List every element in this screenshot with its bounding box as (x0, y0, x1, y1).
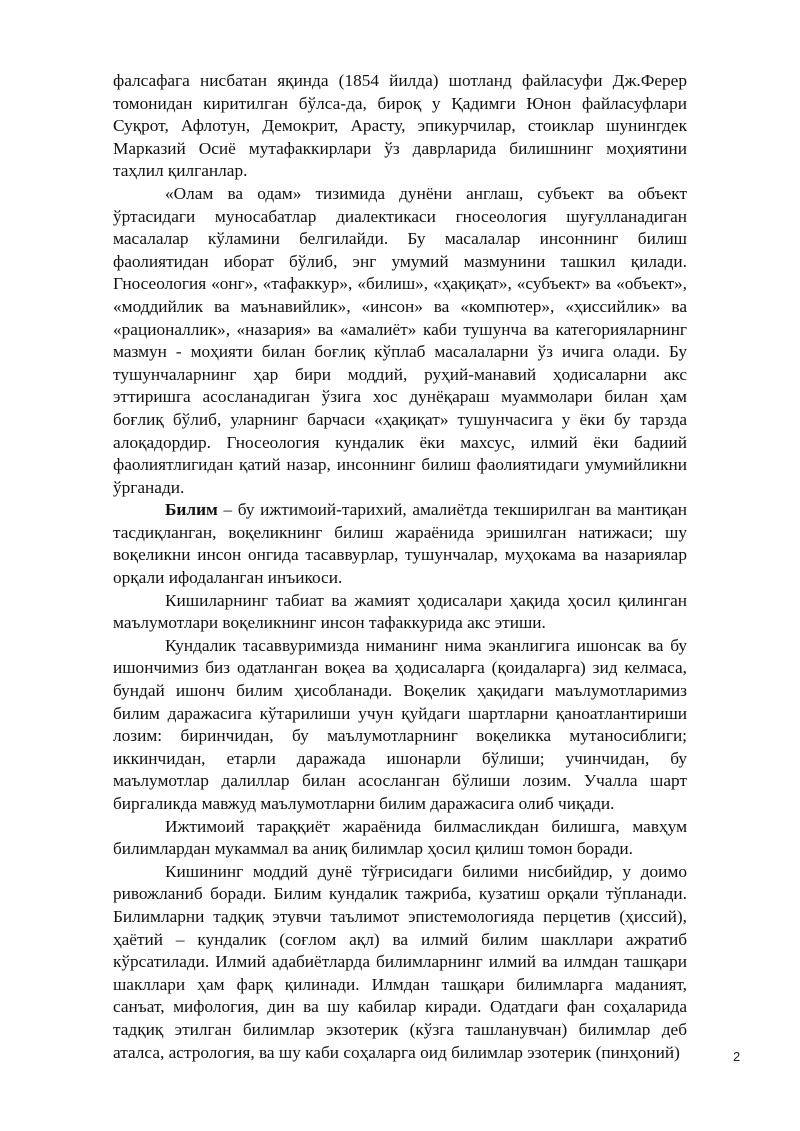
paragraph-7: Кишининг моддий дунё тўғрисидаги билими нисбийдир, у доимо ривожланиб боради. Билим кундалик тажриба, кузатиш орқали тўпланади. Билимларни тадқиқ этувчи таълимот эпистемологияда перцетив (ҳиссий), ҳаётий – кундалик (соғлом ақл) ва илмий билим шакллари ажратиб кўрсатилади. Илмий адабиётларда билимларнинг илмий ва илмдан ташқари шакллари ҳам фарқ қилинади. Илмдан ташқари билимларга маданият, санъат, мифология, дин ва шу кабилар киради. Одатдаги фан соҳаларида тадқиқ этилган билимлар экзотерик (кўзга ташланувчан) билимлар деб аталса, астрология, ва шу каби соҳаларга оид билимлар эзотерик (пинҳоний) (113, 861, 687, 1062)
term-bilim: Билим (165, 500, 218, 520)
document-page (113, 70, 687, 1064)
page-number: 2 (733, 1049, 741, 1064)
paragraph-5: Кундалик тасаввуримизда ниманинг нима эканлигига ишонсак ва бу ишончимиз биз одатланган воқеа ва ҳодисаларга (қоидаларга) зид келмаса, бундай ишонч билим ҳисобланади. Воқелик ҳақидаги маълумотларимиз билим даражасига кўтарилиши учун қуйдаги шартларни қаноатлантириши лозим: биринчидан, бу маълумотларнинг воқеликка мутаносиблиги; иккинчидан, етарли даражада ишонарли бўлиши; учинчидан, бу маълумотлар далиллар билан асосланган бўлиши лозим. Учалла шарт биргаликда мавжуд маълумотларни билим даражасига олиб чиқади. (113, 635, 687, 813)
paragraph-3-body: – бу ижтимоий-тарихий, амалиётда текширилган ва мантиқан тасдиқланган, воқеликнинг билиш жараёнида эришилган натижаси; шу воқеликни инсон онгида тасаввурлар, тушунчалар, муҳокама ва назариялар орқали ифодаланган инъикоси. (113, 500, 687, 588)
paragraph-6: Ижтимоий тараққиёт жараёнида билмасликдан билишга, мавҳум билимлардан мукаммал ва аниқ билимлар ҳосил қилиш томон боради. (113, 816, 687, 859)
paragraph-4: Кишиларнинг табиат ва жамият ҳодисалари ҳақида ҳосил қилинган маълумотлари воқеликнинг инсон тафаккурида акс этиши. (113, 590, 687, 633)
paragraph-1: фалсафага нисбатан яқинда (1854 йилда) шотланд файласуфи Дж.Ферер томонидан киритилган бўлса-да, бироқ у Қадимги Юнон файласуфлари Суқрот, Афлотун, Демокрит, Арасту, эпикурчилар, стоиклар шунингдек Марказий Осиё мутафаккирлари ўз даврларида билишнинг моҳиятини таҳлил қилганлар. (113, 71, 687, 181)
paragraph-2: «Олам ва одам» тизимида дунёни англаш, субъект ва объект ўртасидаги муносабатлар диалектикаси гносеология шуғулланадиган масалалар кўламини белгилайди. Бу масалалар инсоннинг билиш фаолиятидан иборат бўлиб, энг умумий мазмунини ташкил қилади. Гносеология «онг», «тафаккур», «билиш», «ҳақиқат», «субъект» ва «объект», «моддийлик ва маънавийлик», «инсон» ва «компютер», «ҳиссийлик» ва «рационаллик», «назария» ва «амалиёт» каби тушунча ва категорияларнинг мазмун - моҳияти билан боғлиқ кўплаб масалаларни ўз ичига олади. Бу тушунчаларнинг ҳар бири моддий, руҳий-манавий ҳодисаларни акс эттиришга асосланадиган ўзига хос дунёқараш муаммолари билан ҳам боғлиқ бўлиб, уларнинг барчаси «ҳақиқат» тушунчасига у ёки бу тарзда алоқадордир. Гносеология кундалик ёки махсус, илмий ёки бадиий фаолиятлигидан қатий назар, инсоннинг билиш фаолиятидаги умумийликни ўрганади. (113, 183, 687, 497)
paragraph-3 (113, 499, 687, 589)
